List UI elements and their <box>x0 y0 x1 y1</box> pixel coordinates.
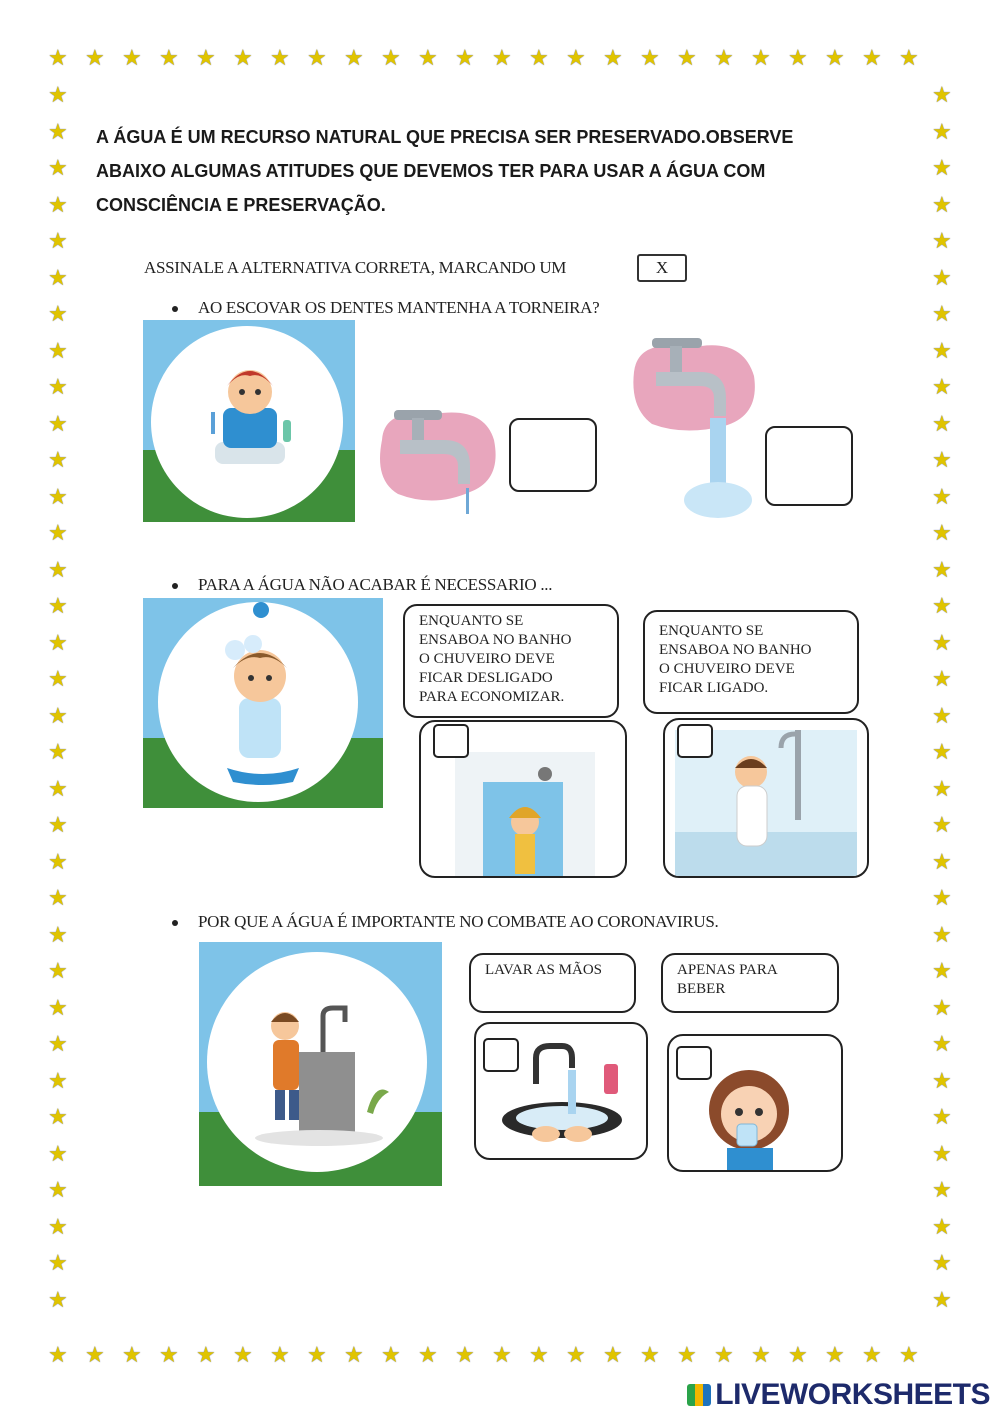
star-figure-icon: ★ <box>48 1068 68 1094</box>
star-figure-icon: ★ <box>48 156 68 181</box>
option-line: PARA ECONOMIZAR. <box>419 689 565 705</box>
star-figure-icon: ★ <box>48 1287 68 1313</box>
star-figure-icon: ★ <box>492 1343 512 1368</box>
star-figure-icon: ★ <box>932 484 952 510</box>
star-figure-icon: ★ <box>932 375 952 400</box>
star-figure-icon: ★ <box>48 1251 68 1276</box>
star-figure-icon: ★ <box>48 813 68 838</box>
star-figure-icon: ★ <box>48 849 68 875</box>
star-figure-icon: ★ <box>932 630 952 656</box>
option-line: O CHUVEIRO DEVE <box>419 651 555 667</box>
star-figure-icon: ★ <box>714 1343 734 1368</box>
star-figure-icon: ★ <box>603 46 623 71</box>
star-figure-icon: ★ <box>899 1343 919 1368</box>
option-shower-off <box>403 604 619 718</box>
star-figure-icon: ★ <box>48 229 68 254</box>
star-figure-icon: ★ <box>418 1343 438 1368</box>
star-figure-icon: ★ <box>932 302 952 327</box>
star-figure-icon: ★ <box>862 46 882 71</box>
star-figure-icon: ★ <box>48 1141 68 1167</box>
star-figure-icon: ★ <box>48 922 68 948</box>
star-figure-icon: ★ <box>932 703 952 729</box>
intro-line-2: ABAIXO ALGUMAS ATITUDES QUE DEVEMOS TER PARA USAR A ÁGUA COM <box>96 161 766 181</box>
star-figure-icon: ★ <box>566 46 586 71</box>
star-figure-icon: ★ <box>932 1068 952 1094</box>
star-figure-icon: ★ <box>825 46 845 71</box>
star-figure-icon: ★ <box>48 703 68 729</box>
faucet-open-icon <box>630 332 762 522</box>
star-figure-icon: ★ <box>196 46 216 71</box>
bullet <box>172 306 178 312</box>
answer-checkbox-only-drink[interactable] <box>676 1046 712 1080</box>
star-figure-icon: ★ <box>48 886 68 911</box>
brushing-teeth-illustration <box>143 320 355 522</box>
star-figure-icon: ★ <box>788 46 808 71</box>
star-figure-icon: ★ <box>344 1343 364 1368</box>
option-line: APENAS PARA <box>677 962 778 978</box>
star-figure-icon: ★ <box>48 740 68 765</box>
star-figure-icon: ★ <box>48 411 68 437</box>
option-line: FICAR DESLIGADO <box>419 670 553 686</box>
star-figure-icon: ★ <box>48 484 68 510</box>
star-figure-icon: ★ <box>862 1343 882 1368</box>
star-figure-icon: ★ <box>48 1178 68 1203</box>
star-figure-icon: ★ <box>48 119 68 145</box>
star-figure-icon: ★ <box>932 521 952 546</box>
star-figure-icon: ★ <box>48 630 68 656</box>
star-figure-icon: ★ <box>48 1343 68 1368</box>
star-figure-icon: ★ <box>381 46 401 71</box>
faucet-closed-icon <box>374 400 502 518</box>
star-figure-icon: ★ <box>529 46 549 71</box>
star-figure-icon: ★ <box>932 886 952 911</box>
star-figure-icon: ★ <box>307 46 327 71</box>
star-figure-icon: ★ <box>159 1343 179 1368</box>
star-figure-icon: ★ <box>932 411 952 437</box>
star-figure-icon: ★ <box>640 1343 660 1368</box>
star-figure-icon: ★ <box>751 46 771 71</box>
option-line: O CHUVEIRO DEVE <box>659 661 795 677</box>
star-figure-icon: ★ <box>48 959 68 984</box>
star-figure-icon: ★ <box>932 1141 952 1167</box>
star-figure-icon: ★ <box>418 46 438 71</box>
instruction-mark-box: X <box>637 254 687 282</box>
option-line: ENQUANTO SE <box>659 623 764 639</box>
star-figure-icon: ★ <box>932 922 952 948</box>
star-figure-icon: ★ <box>48 1214 68 1240</box>
liveworksheets-logo[interactable] <box>687 1378 990 1412</box>
option-line: ENQUANTO SE <box>419 613 524 629</box>
option-line: ENSABOA NO BANHO <box>659 642 812 658</box>
star-figure-icon: ★ <box>48 995 68 1021</box>
star-figure-icon: ★ <box>932 995 952 1021</box>
star-figure-icon: ★ <box>677 46 697 71</box>
option-wash-hands <box>469 953 636 1013</box>
intro-line-1: A ÁGUA É UM RECURSO NATURAL QUE PRECISA SER PRESERVADO.OBSERVE <box>96 127 794 147</box>
star-figure-icon: ★ <box>196 1343 216 1368</box>
star-figure-icon: ★ <box>270 1343 290 1368</box>
star-figure-icon: ★ <box>825 1343 845 1368</box>
star-figure-icon: ★ <box>233 46 253 71</box>
star-figure-icon: ★ <box>932 1032 952 1057</box>
star-figure-icon: ★ <box>566 1343 586 1368</box>
star-figure-icon: ★ <box>48 375 68 400</box>
question-2-text: PARA A ÁGUA NÃO ACABAR É NECESSARIO ... <box>198 575 553 594</box>
star-figure-icon: ★ <box>932 448 952 473</box>
star-figure-icon: ★ <box>932 776 952 802</box>
star-figure-icon: ★ <box>932 192 952 218</box>
star-figure-icon: ★ <box>48 1032 68 1057</box>
star-figure-icon: ★ <box>932 229 952 254</box>
star-figure-icon: ★ <box>932 740 952 765</box>
star-figure-icon: ★ <box>932 813 952 838</box>
star-figure-icon: ★ <box>344 46 364 71</box>
star-figure-icon: ★ <box>455 46 475 71</box>
star-figure-icon: ★ <box>48 557 68 583</box>
star-figure-icon: ★ <box>48 46 68 71</box>
star-figure-icon: ★ <box>85 1343 105 1368</box>
logo-text: LIVEWORKSHEETS <box>715 1378 990 1411</box>
question-1 <box>172 298 599 318</box>
option-line: FICAR LIGADO. <box>659 680 769 696</box>
answer-checkbox-shower-off[interactable] <box>433 724 469 758</box>
question-3-text: POR QUE A ÁGUA É IMPORTANTE NO COMBATE AO CORONAVIRUS. <box>198 912 719 931</box>
star-figure-icon: ★ <box>85 46 105 71</box>
star-figure-icon: ★ <box>899 46 919 71</box>
instruction-text: ASSINALE A ALTERNATIVA CORRETA, MARCANDO UM <box>144 258 567 277</box>
star-figure-icon: ★ <box>48 302 68 327</box>
shower-boy-illustration <box>143 598 383 808</box>
answer-checkbox-wash-hands[interactable] <box>483 1038 519 1072</box>
star-figure-icon: ★ <box>932 849 952 875</box>
answer-checkbox-faucet-closed[interactable] <box>509 418 597 492</box>
star-figure-icon: ★ <box>48 776 68 802</box>
star-figure-icon: ★ <box>48 1105 68 1130</box>
star-figure-icon: ★ <box>932 1105 952 1130</box>
star-figure-icon: ★ <box>640 46 660 71</box>
star-figure-icon: ★ <box>932 1214 952 1240</box>
star-figure-icon: ★ <box>455 1343 475 1368</box>
star-figure-icon: ★ <box>48 448 68 473</box>
star-figure-icon: ★ <box>122 46 142 71</box>
star-figure-icon: ★ <box>307 1343 327 1368</box>
star-figure-icon: ★ <box>233 1343 253 1368</box>
star-figure-icon: ★ <box>159 46 179 71</box>
star-figure-icon: ★ <box>48 594 68 619</box>
star-figure-icon: ★ <box>932 83 952 108</box>
star-figure-icon: ★ <box>48 265 68 291</box>
option-shower-on <box>643 610 859 714</box>
star-figure-icon: ★ <box>48 338 68 364</box>
star-figure-icon: ★ <box>788 1343 808 1368</box>
star-figure-icon: ★ <box>48 192 68 218</box>
star-figure-icon: ★ <box>932 1178 952 1203</box>
answer-checkbox-shower-on[interactable] <box>677 724 713 758</box>
star-figure-icon: ★ <box>677 1343 697 1368</box>
option-only-drink <box>661 953 839 1013</box>
star-figure-icon: ★ <box>932 156 952 181</box>
star-figure-icon: ★ <box>48 83 68 108</box>
star-figure-icon: ★ <box>932 557 952 583</box>
star-figure-icon: ★ <box>751 1343 771 1368</box>
star-figure-icon: ★ <box>932 265 952 291</box>
bullet <box>172 920 178 926</box>
star-figure-icon: ★ <box>492 46 512 71</box>
question-2 <box>172 575 552 595</box>
option-line: BEBER <box>677 981 726 997</box>
option-line: ENSABOA NO BANHO <box>419 632 572 648</box>
question-3 <box>172 912 718 932</box>
star-figure-icon: ★ <box>714 46 734 71</box>
star-figure-icon: ★ <box>932 1251 952 1276</box>
intro-text <box>96 120 886 222</box>
star-figure-icon: ★ <box>381 1343 401 1368</box>
star-figure-icon: ★ <box>932 959 952 984</box>
intro-line-3: CONSCIÊNCIA E PRESERVAÇÃO. <box>96 195 386 215</box>
star-figure-icon: ★ <box>932 667 952 692</box>
star-figure-icon: ★ <box>932 594 952 619</box>
star-figure-icon: ★ <box>48 667 68 692</box>
star-figure-icon: ★ <box>932 338 952 364</box>
star-figure-icon: ★ <box>270 46 290 71</box>
star-figure-icon: ★ <box>932 119 952 145</box>
option-line: LAVAR AS MÃOS <box>485 962 602 978</box>
handwashing-boy-illustration <box>199 942 442 1186</box>
answer-checkbox-faucet-open[interactable] <box>765 426 853 506</box>
star-figure-icon: ★ <box>603 1343 623 1368</box>
star-figure-icon: ★ <box>932 1287 952 1313</box>
logo-mark-icon <box>687 1384 711 1406</box>
question-1-text: AO ESCOVAR OS DENTES MANTENHA A TORNEIRA? <box>198 298 600 317</box>
star-figure-icon: ★ <box>122 1343 142 1368</box>
star-figure-icon: ★ <box>48 521 68 546</box>
bullet <box>172 583 178 589</box>
star-figure-icon: ★ <box>529 1343 549 1368</box>
